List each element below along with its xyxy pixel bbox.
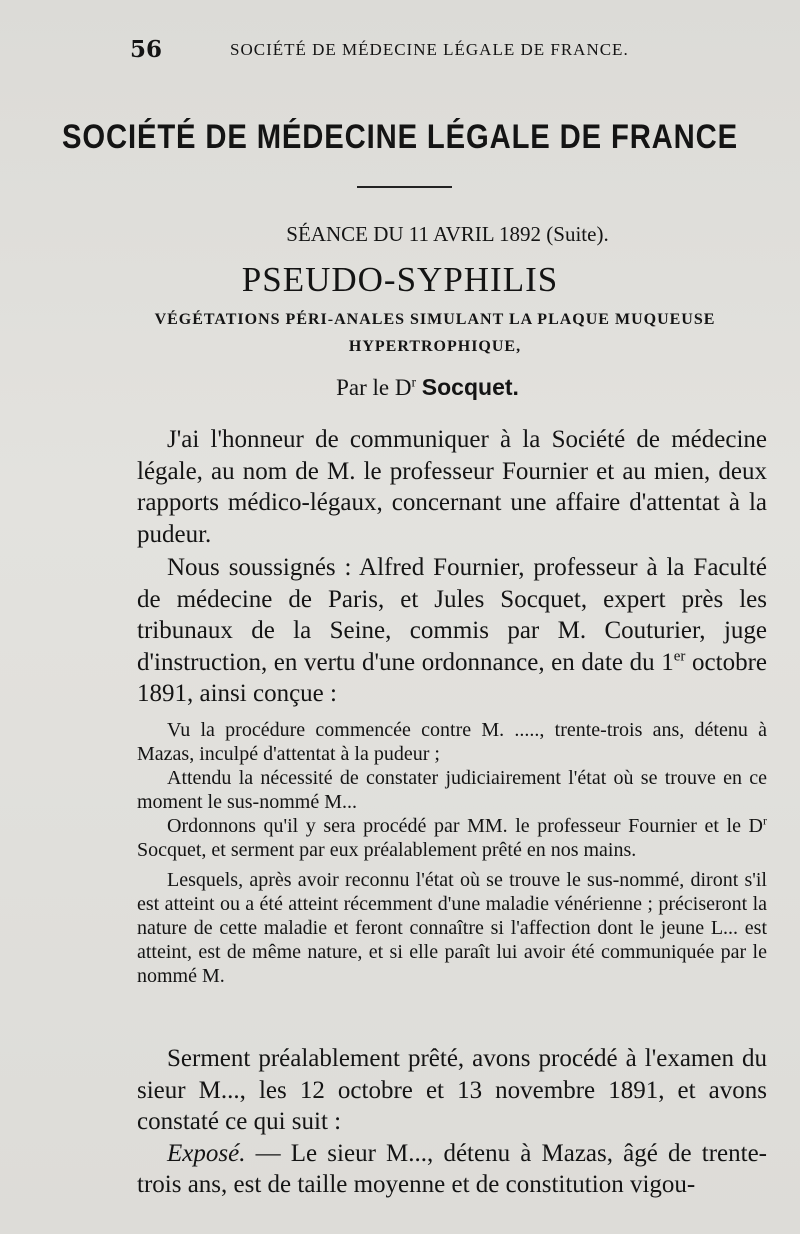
seance-date: SÉANCE DU 11 AVRIL 1892 (Suite).	[286, 222, 609, 246]
paragraph-commission	[137, 552, 767, 710]
author-byline	[0, 374, 800, 401]
running-header	[0, 36, 800, 66]
paragraph-3: Serment préalablement prêté, avons procédé à l'examen du sieur M..., les 12 octobre et 13 novembre 1891, et avons constaté ce qui suit :	[137, 1045, 767, 1135]
running-title: SOCIÉTÉ DE MÉDECINE LÉGALE DE FRANCE.	[230, 40, 629, 59]
quote-3-text-b: Socquet, et serment par eux préalablement prêté en nos mains.	[137, 839, 637, 861]
page-number: 56	[130, 36, 163, 63]
paragraph-4	[137, 1138, 767, 1201]
paragraph-examen	[137, 1043, 767, 1201]
paragraph-1: J'ai l'honneur de communiquer à la Société de médecine légale, au nom de M. le professeur Fournier et au mien, deux rapports médico-légaux, concernant une affaire d'attentat à la pudeur.	[137, 426, 767, 548]
paragraph-intro	[137, 424, 767, 550]
title-rule	[357, 186, 452, 188]
article-title: PSEUDO-SYPHILIS	[241, 260, 559, 299]
paragraph-2-text-b: octobre 1891, ainsi conçue :	[137, 648, 767, 707]
expose-text: — Le sieur M..., détenu à Mazas, âgé de trente-trois ans, est de taille moyenne et de constitution vigou-	[137, 1139, 767, 1198]
quote-paragraph-2: Attendu la nécessité de constater judiciairement l'état où se trouve en ce moment le sus-nommé M...	[137, 767, 767, 813]
paragraph-2	[137, 552, 767, 710]
subtitle-line-2: HYPERTROPHIQUE,	[348, 338, 522, 355]
quote-paragraph-3	[137, 814, 767, 862]
article-subtitle	[110, 306, 760, 360]
subtitle-line-1: VÉGÉTATIONS PÉRI-ANALES SIMULANT LA PLAQUE MUQUEUSE	[154, 311, 716, 328]
society-title: SOCIÉTÉ DE MÉDECINE LÉGALE DE FRANCE	[62, 118, 738, 156]
ordonnance-quote	[137, 718, 767, 988]
byline-prefix: Par le D	[336, 375, 412, 400]
expose-label: Exposé.	[167, 1139, 246, 1167]
quote-3-text-a: Ordonnons qu'il y sera procédé par MM. le professeur Fournier et le D	[167, 815, 763, 837]
paragraph-2-sup: er	[673, 648, 686, 665]
quote-3-sup: r	[763, 813, 767, 828]
paragraph-2-text-a: Nous soussignés : Alfred Fournier, professeur à la Faculté de médecine de Paris, et Jules Socquet, expert près les tribunaux de la Seine, commis par M. Couturier, juge d'instruction, en vertu d'une ordonnance, en date du 1	[137, 554, 767, 676]
byline-sup: r	[411, 374, 417, 390]
author-name: Socquet.	[421, 374, 519, 400]
quote-paragraph-4: Lesquels, après avoir reconnu l'état où se trouve le sus-nommé, diront s'il est atteint ou a été atteint récemment d'une maladie vénérienne ; préciseront la nature de cette maladie et feront connaître si l'affection dont le jeune L... est atteint, est de même nature, et si elle paraît lui avoir été communiquée par le nommé M.	[137, 869, 767, 987]
quote-paragraph-1: Vu la procédure commencée contre M. ....., trente-trois ans, détenu à Mazas, inculpé d'attentat à la pudeur ;	[137, 719, 767, 765]
